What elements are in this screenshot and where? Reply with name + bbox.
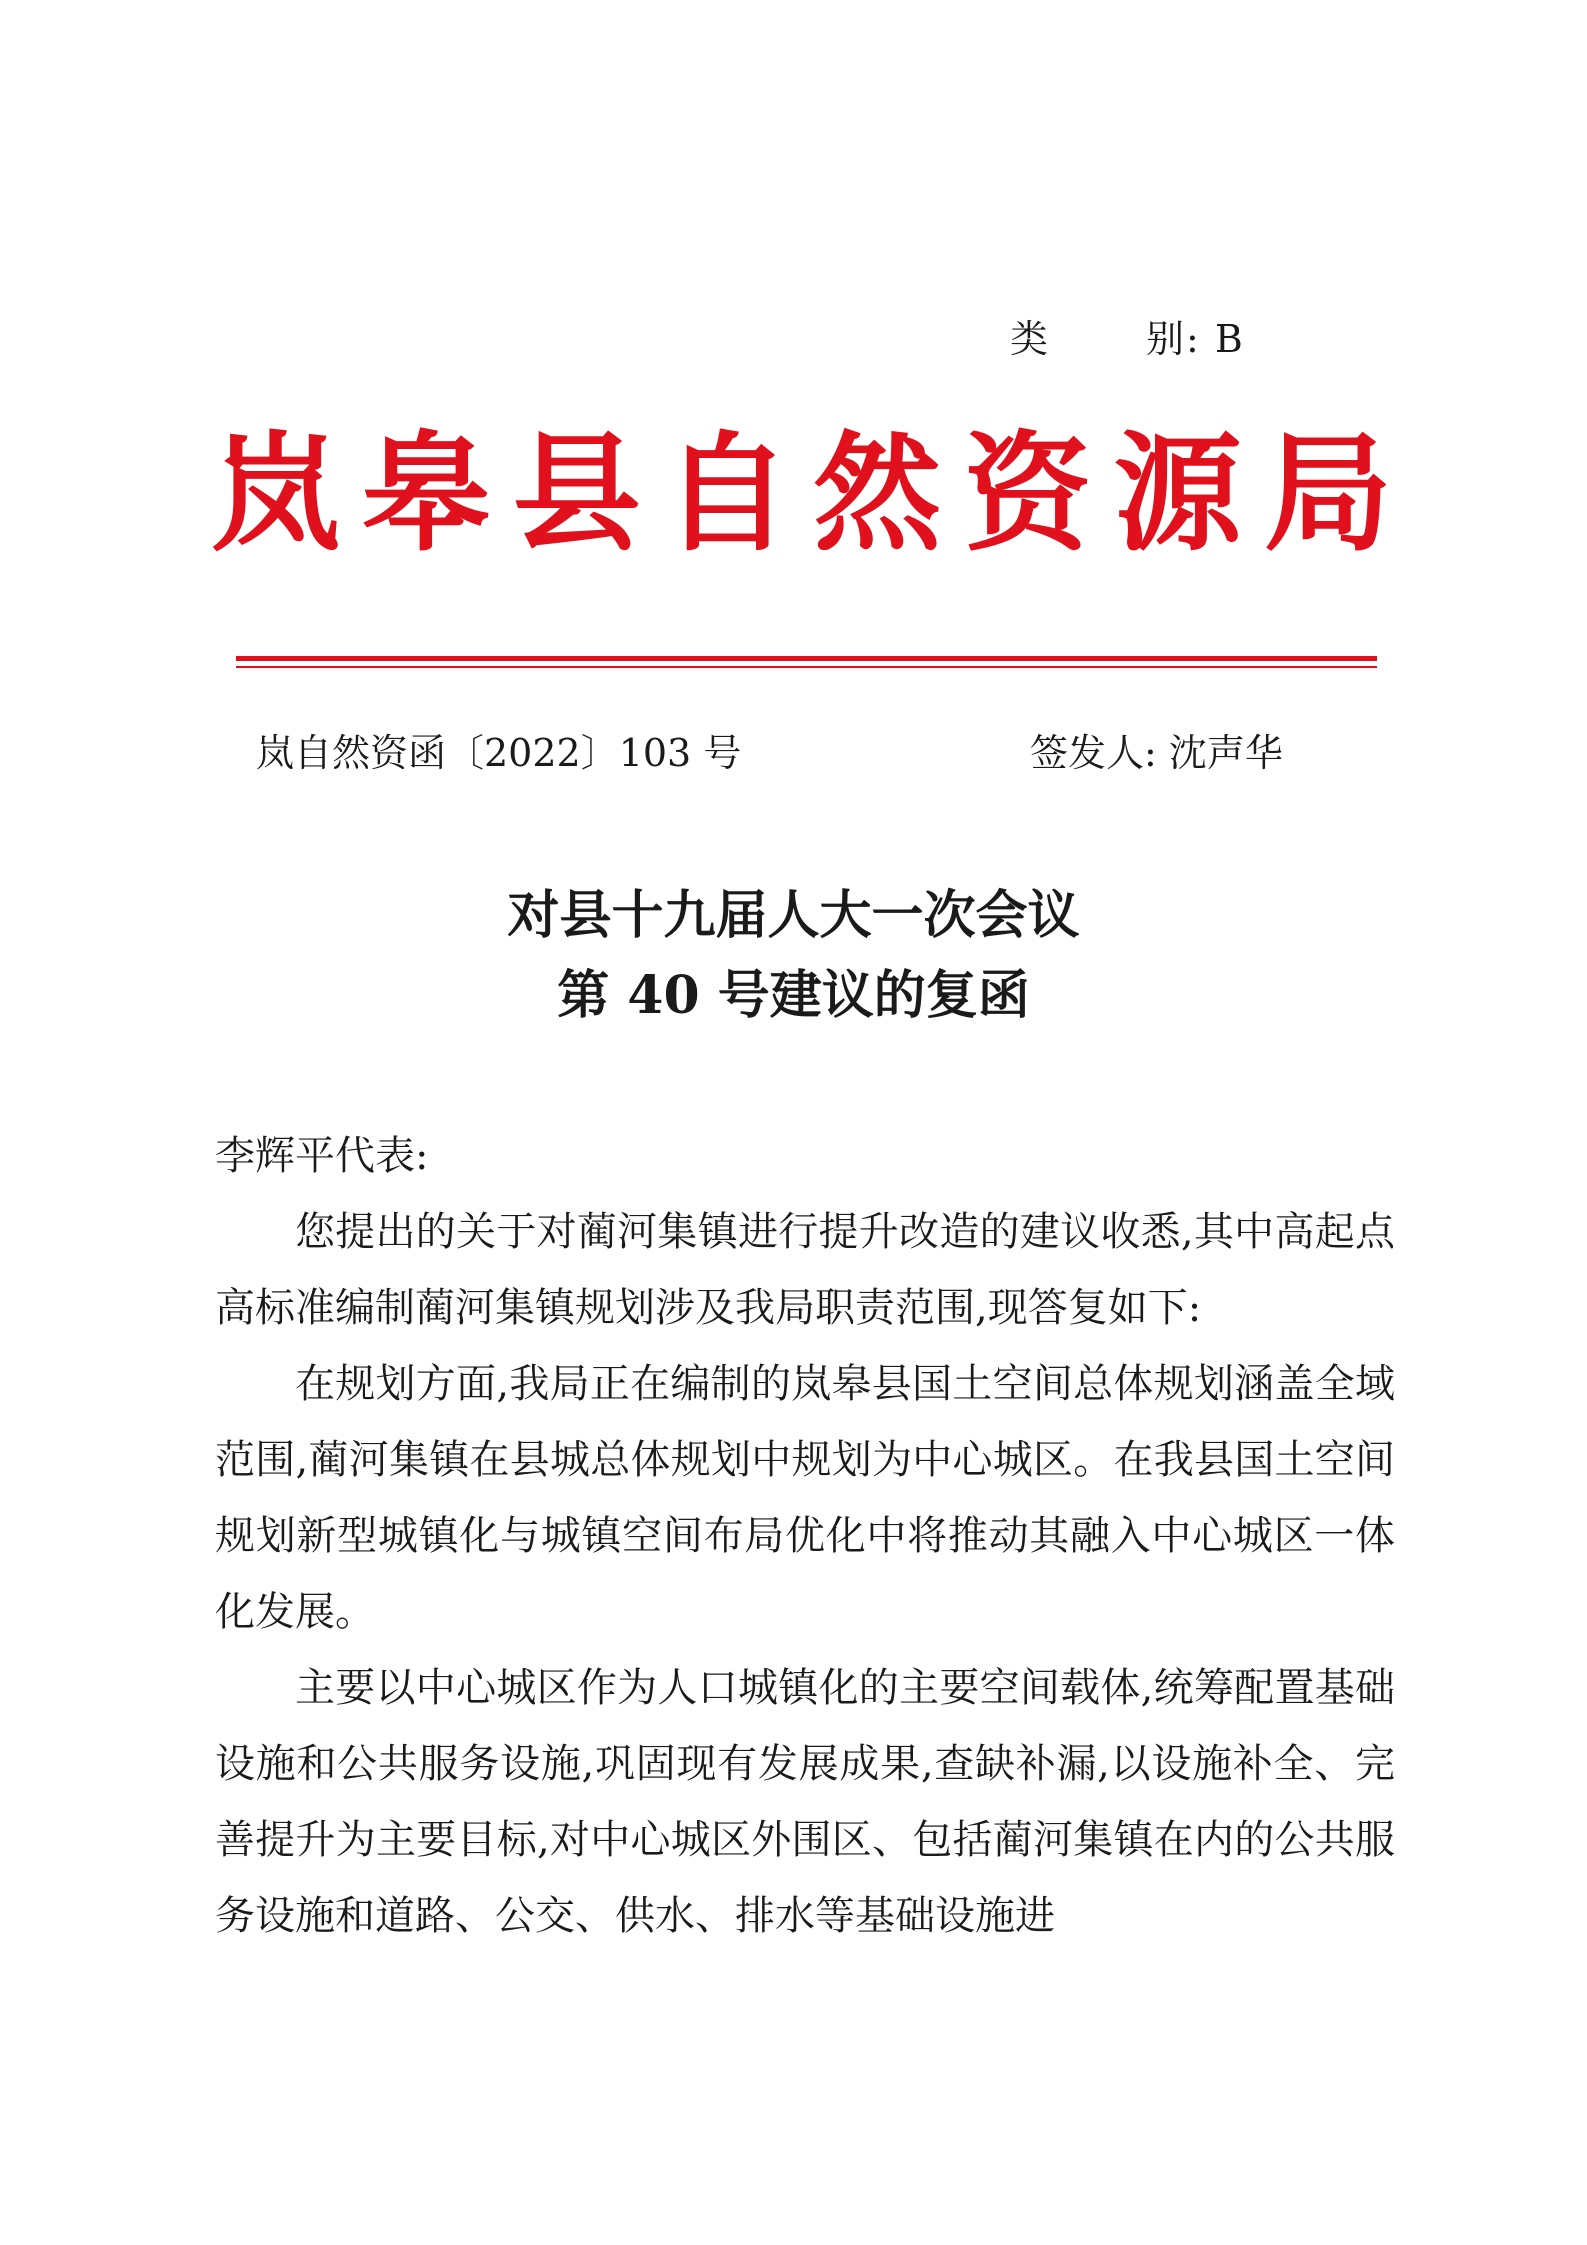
document-title <box>0 876 1587 1036</box>
category-value: B <box>1214 317 1245 361</box>
agency-char: 源 <box>1113 419 1242 569</box>
agency-letterhead <box>212 419 1392 569</box>
document-body <box>215 1118 1395 1954</box>
category-label-2: 别: <box>1146 317 1201 361</box>
letterhead-divider-thin <box>236 666 1377 668</box>
document-number: 岚自然资函〔2022〕103 号 <box>256 731 742 775</box>
category-label-1: 类 <box>1010 317 1051 361</box>
agency-char: 局 <box>1263 419 1392 569</box>
body-paragraph: 您提出的关于对蔺河集镇进行提升改造的建议收悉,其中高起点高标准编制蔺河集镇规划涉及我局职责范围,现答复如下: <box>215 1209 1395 1331</box>
category-line <box>1010 308 1245 363</box>
title-line-1: 对县十九届人大一次会议 <box>507 885 1080 946</box>
signer: 签发人: 沈声华 <box>1030 731 1283 775</box>
salutation: 李辉平代表: <box>215 1133 429 1179</box>
body-paragraph: 主要以中心城区作为人口城镇化的主要空间载体,统筹配置基础设施和公共服务设施,巩固现有发展成果,查缺补漏,以设施补全、完善提升为主要目标,对中心城区外围区、包括蔺河集镇在内的公共服务设施和道路、公交、供水、排水等基础设施进 <box>215 1665 1395 1939</box>
agency-char: 资 <box>963 419 1092 569</box>
letterhead-divider-thick <box>236 656 1377 661</box>
agency-char: 皋 <box>362 419 491 569</box>
body-paragraph: 在规划方面,我局正在编制的岚皋县国土空间总体规划涵盖全域范围,蔺河集镇在县城总体规划中规划为中心城区。在我县国土空间规划新型城镇化与城镇空间布局优化中将推动其融入中心城区一体化发展。 <box>215 1361 1395 1635</box>
agency-char: 岚 <box>212 419 341 569</box>
agency-char: 县 <box>512 419 641 569</box>
agency-char: 自 <box>662 419 791 569</box>
title-line-2: 第 40 号建议的复函 <box>557 965 1030 1026</box>
agency-char: 然 <box>813 419 942 569</box>
